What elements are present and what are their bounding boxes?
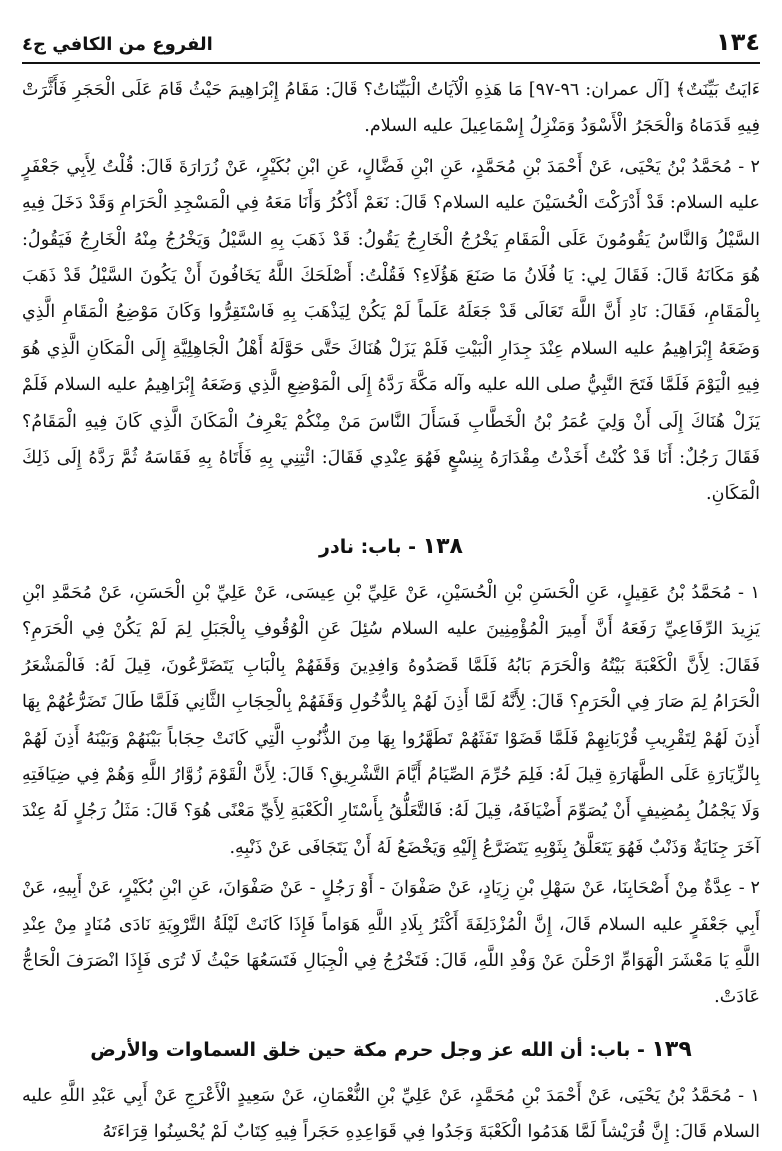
chapter-number: ١٣٨	[422, 533, 463, 559]
hadith-paragraph: ١ - مُحَمَّدُ بْنُ يَحْيَى، عَنْ أَحْمَدَ بْنِ مُحَمَّدٍ، عَنْ عَلِيِّ بْنِ النُّعْمَانِ، عَنْ سَعِيدٍ الْأَعْرَجِ عَنْ أَبِي عَبْدِ اللَّهِ عليه السلام قَالَ: إِنَّ قُرَيْشاً لَمَّا هَدَمُوا الْكَعْبَةَ وَجَدُوا فِي قَوَاعِدِهِ حَجَراً فِيهِ كِتَابٌ لَمْ يُحْسِنُوا قِرَاءَتَهُ	[22, 1085, 760, 1143]
page-number: ١٣٤	[716, 28, 760, 56]
hadith-paragraph: ١ - مُحَمَّدُ بْنُ عَقِيلٍ، عَنِ الْحَسَنِ بْنِ الْحُسَيْنِ، عَنْ عَلِيِّ بْنِ عِيسَى، عَنْ عَلِيِّ بْنِ الْحَسَنِ، عَنْ مُحَمَّدِ ابْنِ يَزِيدَ الرِّفَاعِيِّ رَفَعَهُ أَنَّ أَمِيرَ الْمُؤْمِنِينَ عليه السلام سُئِلَ عَنِ الْوُقُوفِ بِالْجَبَلِ لِمَ لَمْ يَكُنْ فِي الْحَرَمِ؟ فَقَالَ: لِأَنَّ الْكَعْبَةَ بَيْتُهُ وَالْحَرَمَ بَابُهُ فَلَمَّا قَصَدُوهُ وَافِدِينَ وَقَفَهُمْ بِالْبَابِ يَتَضَرَّعُونَ، قِيلَ لَهُ: فَالْمَشْعَرُ الْحَرَامُ لِمَ صَارَ فِي الْحَرَمِ؟ قَالَ: لِأَنَّهُ لَمَّا أَذِنَ لَهُمْ بِالدُّخُولِ وَقَفَهُمْ بِالْحِجَابِ الثَّانِي فَلَمَّا طَالَ تَضَرُّعُهُمْ بِهَا أَذِنَ لَهُمْ لِتَقْرِيبِ قُرْبَانِهِمْ فَلَمَّا قَضَوْا تَفَثَهُمْ تَطَهَّرُوا بِهَا مِنَ الذُّنُوبِ الَّتِي كَانَتْ حِجَاباً بَيْنَهُمْ وَبَيْنَهُ أَذِنَ لَهُمْ بِالزِّيَارَةِ عَلَى الطَّهَارَةِ قِيلَ لَهُ: فَلِمَ حُرِّمَ الصِّيَامُ أَيَّامَ التَّشْرِيقِ؟ قَالَ: لِأَنَّ الْقَوْمَ زُوَّارُ اللَّهِ وَهُمْ فِي ضِيَافَتِهِ وَلَا يَجْمُلُ بِمُضِيفٍ أَنْ يُصَوِّمَ أَضْيَافَهُ، قِيلَ لَهُ: فَالتَّعَلُّقُ بِأَسْتَارِ الْكَعْبَةِ لِأَيِّ مَعْنًى هُوَ؟ قَالَ: مَثَلُ رَجُلٍ لَهُ عِنْدَ آخَرَ جِنَايَةٌ وَذَنْبٌ فَهُوَ يَتَعَلَّقُ بِثَوْبِهِ يَتَضَرَّعُ إِلَيْهِ وَيَخْضَعُ لَهُ أَنْ يَتَجَافَى عَنْ ذَنْبِهِ.	[22, 582, 760, 858]
chapter-heading	[22, 1030, 760, 1070]
book-title: الفروع من الكافي ج٤	[22, 34, 213, 55]
chapter-title: - باب: أن الله عز وجل حرم مكة حين خلق السماوات والأرض	[90, 1038, 652, 1061]
chapter-heading	[22, 527, 760, 567]
chapter-number: ١٣٩	[651, 1036, 692, 1062]
hadith-paragraph: ٢ - مُحَمَّدُ بْنُ يَحْيَى، عَنْ أَحْمَدَ بْنِ مُحَمَّدٍ، عَنِ ابْنِ فَضَّالٍ، عَنِ ابْنِ بُكَيْرٍ، عَنْ زُرَارَةَ قَالَ: قُلْتُ لِأَبِي جَعْفَرٍ عليه السلام: قَدْ أَدْرَكْتَ الْحُسَيْنَ عليه السلام؟ قَالَ: نَعَمْ أَذْكُرُ وَأَنَا مَعَهُ فِي الْمَسْجِدِ الْحَرَامِ وَقَدْ دَخَلَ فِيهِ السَّيْلُ وَالنَّاسُ يَقُومُونَ عَلَى الْمَقَامِ يَخْرُجُ الْخَارِجُ يَقُولُ: قَدْ ذَهَبَ بِهِ السَّيْلُ وَيَخْرُجُ مِنْهُ الْخَارِجُ فَيَقُولُ: هُوَ مَكَانَهُ قَالَ: فَقَالَ لِي: يَا فُلَانُ مَا صَنَعَ هَؤُلَاءِ؟ فَقُلْتُ: أَصْلَحَكَ اللَّهُ يَخَافُونَ أَنْ يَكُونَ السَّيْلُ قَدْ ذَهَبَ بِالْمَقَامِ، فَقَالَ: نَادِ أَنَّ اللَّهَ تَعَالَى قَدْ جَعَلَهُ عَلَماً لَمْ يَكُنْ لِيَذْهَبَ بِهِ فَاسْتَقِرُّوا وَكَانَ مَوْضِعُ الْمَقَامِ الَّذِي وَضَعَهُ إِبْرَاهِيمُ عليه السلام عِنْدَ جِدَارِ الْبَيْتِ فَلَمْ يَزَلْ هُنَاكَ حَتَّى حَوَّلَهُ أَهْلُ الْجَاهِلِيَّةِ إِلَى الْمَكَانِ الَّذِي هُوَ فِيهِ الْيَوْمَ فَلَمَّا فَتَحَ النَّبِيُّ صلى الله عليه وآله مَكَّةَ رَدَّهُ إِلَى الْمَوْضِعِ الَّذِي وَضَعَهُ إِبْرَاهِيمُ عليه السلام فَلَمْ يَزَلْ هُنَاكَ إِلَى أَنْ وَلِيَ عُمَرُ بْنُ الْخَطَّابِ فَسَأَلَ النَّاسَ مَنْ مِنْكُمْ يَعْرِفُ الْمَكَانَ الَّذِي كَانَ فِيهِ الْمَقَامُ؟ فَقَالَ رَجُلٌ: أَنَا قَدْ كُنْتُ أَخَذْتُ مِقْدَارَهُ بِنِسْعٍ فَهُوَ عِنْدِي فَقَالَ: ائْتِنِي بِهِ فَأَتَاهُ بِهِ فَقَاسَهُ ثُمَّ رَدَّهُ إِلَى ذَلِكَ الْمَكَانِ.	[22, 156, 760, 505]
hadith-paragraph: ٢ - عِدَّةٌ مِنْ أَصْحَابِنَا، عَنْ سَهْلِ بْنِ زِيَادٍ، عَنْ صَفْوَانَ - أَوْ رَجُلٍ - عَنْ صَفْوَانَ، عَنِ ابْنِ بُكَيْرٍ، عَنْ أَبِيهِ، عَنْ أَبِي جَعْفَرٍ عليه السلام قَالَ، إِنَّ الْمُزْدَلِفَةَ أَكْثَرُ بِلَادِ اللَّهِ هَوَاماً فَإِذَا كَانَتْ لَيْلَةُ التَّرْوِيَةِ نَادَى مُنَادٍ مِنْ عِنْدِ اللَّهِ يَا مَعْشَرَ الْهَوَامِّ ارْحَلْنَ عَنْ وَفْدِ اللَّهِ، قَالَ: فَتَخْرُجُ فِي الْجِبَالِ فَتَسَعُهَا حَيْثُ لَا تُرَى فَإِذَا انْصَرَفَ الْحَاجُّ عَادَتْ.	[22, 878, 760, 1008]
page-header	[22, 28, 760, 64]
page-content	[22, 64, 760, 1151]
paragraph: ءَايَتُ بَيِّنَتٌ﴾ [آل عمران: ٩٦-٩٧] مَا هَذِهِ الْآيَاتُ الْبَيِّنَاتُ؟ قَالَ: مَقَامُ إِبْرَاهِيمَ حَيْثُ قَامَ عَلَى الْحَجَرِ فَأَثَّرَتْ فِيهِ قَدَمَاهُ وَالْحَجَرُ الْأَسْوَدُ وَمَنْزِلُ إِسْمَاعِيلَ عليه السلام.	[22, 80, 761, 137]
chapter-title: - باب: نادر	[319, 535, 423, 558]
book-page	[22, 28, 761, 1143]
